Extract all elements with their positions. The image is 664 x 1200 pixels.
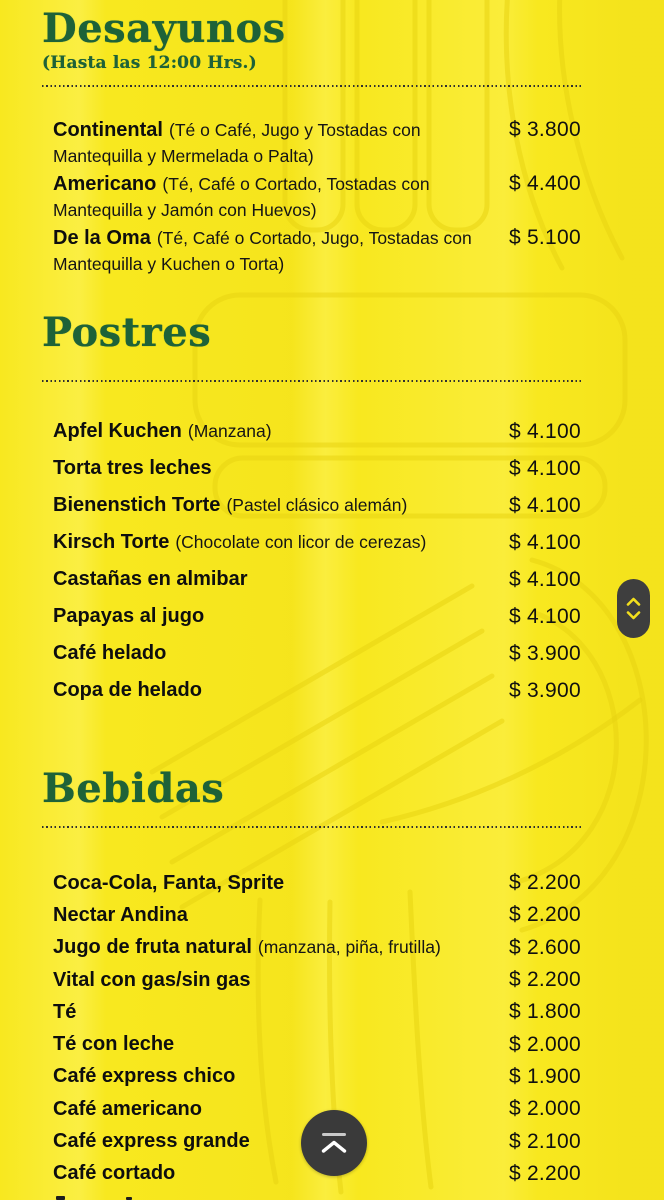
item-price bbox=[509, 457, 581, 481]
item-price bbox=[509, 1033, 581, 1057]
item-price bbox=[509, 1000, 581, 1024]
section-title-desayunos: Desayunos bbox=[42, 5, 286, 52]
menu-item-nectar-andina bbox=[53, 899, 581, 931]
item-name: De la Oma bbox=[53, 227, 151, 249]
menu-item-cafe-helado bbox=[53, 635, 581, 672]
currency-symbol: $ bbox=[509, 1129, 521, 1153]
item-name: Kirsch Torte bbox=[53, 531, 170, 553]
menu-item-de-la-oma bbox=[53, 225, 581, 277]
currency-symbol: $ bbox=[509, 1032, 521, 1056]
item-name: Café express grande bbox=[53, 1130, 250, 1153]
price-value: 4.400 bbox=[526, 172, 581, 195]
price-value: 3.900 bbox=[526, 641, 581, 665]
price-value: 4.100 bbox=[526, 530, 581, 554]
item-description: (Pastel clásico alemán) bbox=[226, 495, 408, 515]
item-price bbox=[509, 605, 581, 629]
item-name: Papayas al jugo bbox=[53, 605, 205, 627]
price-value: 2.000 bbox=[526, 1032, 581, 1056]
price-value: 2.100 bbox=[526, 1129, 581, 1153]
chevron-up-to-line-icon bbox=[321, 1140, 347, 1153]
item-name: Bienenstich Torte bbox=[53, 494, 221, 516]
currency-symbol: $ bbox=[509, 567, 521, 591]
section-subtitle-desayunos: (Hasta las 12:00 Hrs.) bbox=[42, 53, 257, 73]
item-name: Americano bbox=[53, 173, 157, 195]
currency-symbol: $ bbox=[509, 226, 521, 249]
price-value: 4.100 bbox=[526, 604, 581, 628]
price-value: 2.200 bbox=[526, 871, 581, 895]
item-price bbox=[509, 679, 581, 703]
price-value: 4.100 bbox=[526, 419, 581, 443]
currency-symbol: $ bbox=[509, 641, 521, 665]
item-name: Café helado bbox=[53, 642, 167, 664]
item-name: Continental bbox=[53, 119, 163, 141]
chevron-up-icon[interactable] bbox=[626, 597, 641, 606]
menu-item-bienenstich-torte bbox=[53, 487, 581, 524]
currency-symbol: $ bbox=[509, 419, 521, 443]
item-price bbox=[509, 117, 581, 143]
item-price bbox=[509, 936, 581, 960]
currency-symbol: $ bbox=[509, 530, 521, 554]
item-description: (manzana, piña, frutilla) bbox=[257, 937, 441, 958]
menu-item-americano bbox=[53, 171, 581, 223]
chevron-down-icon[interactable] bbox=[626, 611, 641, 620]
menu-item-te-con-leche bbox=[53, 1028, 581, 1060]
item-description: (Manzana) bbox=[187, 421, 272, 441]
item-price bbox=[509, 871, 581, 895]
item-name: Jugo de fruta natural bbox=[53, 936, 252, 959]
item-name: Torta tres leches bbox=[53, 457, 212, 479]
item-price bbox=[509, 225, 581, 251]
item-name: Café cortado bbox=[53, 1162, 176, 1185]
currency-symbol: $ bbox=[509, 1064, 521, 1088]
item-price bbox=[509, 568, 581, 592]
item-price bbox=[509, 531, 581, 555]
currency-symbol: $ bbox=[509, 871, 521, 895]
section-desayunos bbox=[0, 0, 664, 279]
item-price bbox=[509, 968, 581, 992]
currency-symbol: $ bbox=[509, 172, 521, 195]
menu-item-copa-de-helado bbox=[53, 672, 581, 709]
price-value: 1.900 bbox=[526, 1064, 581, 1088]
menu-item-vital-con-gas-sin-gas bbox=[53, 964, 581, 996]
menu-item-castanas-en-almibar bbox=[53, 561, 581, 598]
menu-item-apfel-kuchen bbox=[53, 413, 581, 450]
price-value: 3.900 bbox=[526, 678, 581, 702]
currency-symbol: $ bbox=[509, 968, 521, 992]
item-price bbox=[509, 420, 581, 444]
menu-item-cafe-express-chico bbox=[53, 1061, 581, 1093]
price-value: 2.000 bbox=[526, 1097, 581, 1121]
item-description: (Chocolate con licor de cerezas) bbox=[175, 532, 427, 552]
price-value: 1.800 bbox=[526, 1000, 581, 1024]
item-description: (Té o Café, Jugo y Tostadas con Mantequilla y Mermelada o Palta) bbox=[53, 120, 421, 166]
menu-item-continental bbox=[53, 117, 581, 169]
section-title-postres: Postres bbox=[42, 309, 212, 356]
currency-symbol: $ bbox=[509, 118, 521, 141]
item-name: Castañas en almibar bbox=[53, 568, 248, 590]
price-value: 4.100 bbox=[526, 493, 581, 517]
dotted-divider bbox=[42, 85, 582, 87]
currency-symbol: $ bbox=[509, 456, 521, 480]
item-description: (Té, Café o Cortado, Tostadas con Mantequilla y Jamón con Huevos) bbox=[53, 174, 430, 220]
menu-item-jugo-de-fruta-natural bbox=[53, 932, 581, 964]
currency-symbol: $ bbox=[509, 903, 521, 927]
price-value: 2.200 bbox=[526, 903, 581, 927]
dotted-divider bbox=[42, 826, 582, 828]
price-value: 3.800 bbox=[526, 118, 581, 141]
currency-symbol: $ bbox=[509, 493, 521, 517]
price-value: 2.200 bbox=[526, 1161, 581, 1185]
item-name: Vital con gas/sin gas bbox=[53, 968, 251, 991]
item-name: Nectar Andina bbox=[53, 903, 188, 926]
currency-symbol: $ bbox=[509, 1161, 521, 1185]
currency-symbol: $ bbox=[509, 1097, 521, 1121]
item-name: Café express chico bbox=[53, 1065, 236, 1088]
menu-item-torta-tres-leches bbox=[53, 450, 581, 487]
menu-item-kirsch-torte bbox=[53, 524, 581, 561]
menu-item-te bbox=[53, 996, 581, 1028]
top-line-of-icon bbox=[322, 1133, 346, 1136]
item-description: (Té, Café o Cortado, Jugo, Tostadas con Mantequilla y Kuchen o Torta) bbox=[53, 228, 472, 274]
price-value: 2.600 bbox=[526, 935, 581, 959]
section-title-bebidas: Bebidas bbox=[42, 765, 225, 812]
price-value: 4.100 bbox=[526, 456, 581, 480]
item-name: Coca-Cola, Fanta, Sprite bbox=[53, 871, 285, 894]
price-value: 4.100 bbox=[526, 567, 581, 591]
currency-symbol: $ bbox=[509, 1000, 521, 1024]
item-name: Café americano bbox=[53, 1097, 202, 1120]
section-postres bbox=[0, 306, 664, 709]
item-price bbox=[509, 642, 581, 666]
item-price bbox=[509, 171, 581, 197]
price-value: 2.200 bbox=[526, 968, 581, 992]
item-name: Apfel Kuchen bbox=[53, 420, 182, 442]
item-name: Té bbox=[53, 1000, 77, 1023]
currency-symbol: $ bbox=[509, 935, 521, 959]
item-price bbox=[509, 1130, 581, 1154]
currency-symbol: $ bbox=[509, 604, 521, 628]
item-price bbox=[509, 1097, 581, 1121]
item-price bbox=[509, 903, 581, 927]
item-name: Té con leche bbox=[53, 1033, 175, 1056]
menu-item-coca-cola-fanta-sprite bbox=[53, 867, 581, 899]
currency-symbol: $ bbox=[509, 678, 521, 702]
back-to-top-button[interactable] bbox=[301, 1110, 367, 1176]
item-name: Copa de helado bbox=[53, 679, 202, 701]
scroll-up-down-widget[interactable] bbox=[617, 579, 650, 638]
item-price bbox=[509, 494, 581, 518]
price-value: 5.100 bbox=[526, 226, 581, 249]
item-price bbox=[509, 1162, 581, 1186]
partial-next-row-mark bbox=[56, 1196, 65, 1200]
item-price bbox=[509, 1065, 581, 1089]
menu-item-papayas-al-jugo bbox=[53, 598, 581, 635]
dotted-divider bbox=[42, 380, 582, 382]
